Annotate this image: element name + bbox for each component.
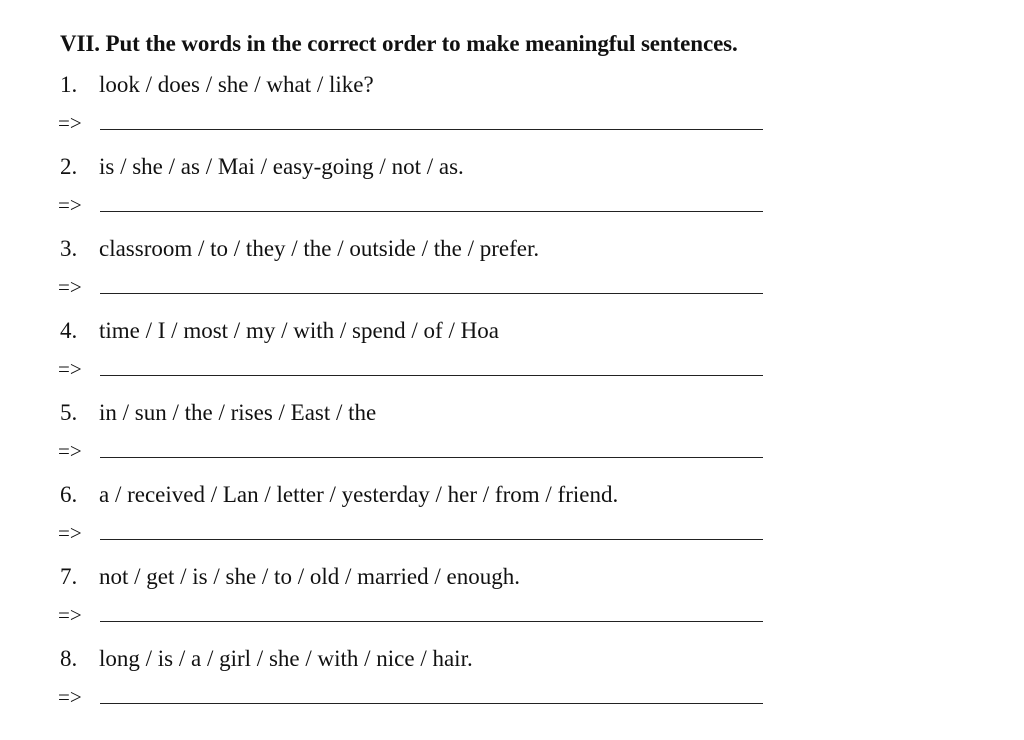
question-text: long / is / a / girl / she / with / nice / hair. (99, 646, 473, 671)
question-number: 2. (60, 154, 78, 179)
answer-field-7[interactable] (100, 621, 763, 622)
question-number: 3. (60, 236, 78, 261)
answer-field-8[interactable] (100, 703, 763, 704)
question-item-4 (0, 318, 1024, 400)
question-item-1 (0, 72, 1024, 154)
question-text: is / she / as / Mai / easy-going / not / as. (99, 154, 464, 179)
question-text: classroom / to / they / the / outside / the / prefer. (99, 236, 540, 261)
answer-field-6[interactable] (100, 539, 763, 540)
question-text: time / I / most / my / with / spend / of / Hoa (99, 318, 499, 343)
question-item-7 (0, 564, 1024, 646)
answer-arrow: => (58, 685, 82, 709)
question-number: 1. (60, 72, 78, 97)
answer-arrow: => (58, 521, 82, 545)
answer-arrow: => (58, 603, 82, 627)
answer-field-2[interactable] (100, 211, 763, 212)
question-text: not / get / is / she / to / old / married / enough. (99, 564, 520, 589)
question-item-6 (0, 482, 1024, 564)
answer-arrow: => (58, 111, 82, 135)
question-text: a / received / Lan / letter / yesterday / her / from / friend. (99, 482, 619, 507)
question-number: 6. (60, 482, 78, 507)
answer-field-5[interactable] (100, 457, 763, 458)
question-item-8 (0, 646, 1024, 728)
question-text: in / sun / the / rises / East / the (99, 400, 377, 425)
answer-field-4[interactable] (100, 375, 763, 376)
answer-field-3[interactable] (100, 293, 763, 294)
question-number: 4. (60, 318, 78, 343)
question-number: 8. (60, 646, 78, 671)
question-item-3 (0, 236, 1024, 318)
answer-field-1[interactable] (100, 129, 763, 130)
question-text: look / does / she / what / like? (99, 72, 374, 97)
question-number: 5. (60, 400, 78, 425)
question-number: 7. (60, 564, 78, 589)
answer-arrow: => (58, 439, 82, 463)
question-item-5 (0, 400, 1024, 482)
answer-arrow: => (58, 275, 82, 299)
answer-arrow: => (58, 357, 82, 381)
exercise-heading: VII. Put the words in the correct order to make meaningful sentences. (60, 31, 738, 56)
question-item-2 (0, 154, 1024, 236)
answer-arrow: => (58, 193, 82, 217)
